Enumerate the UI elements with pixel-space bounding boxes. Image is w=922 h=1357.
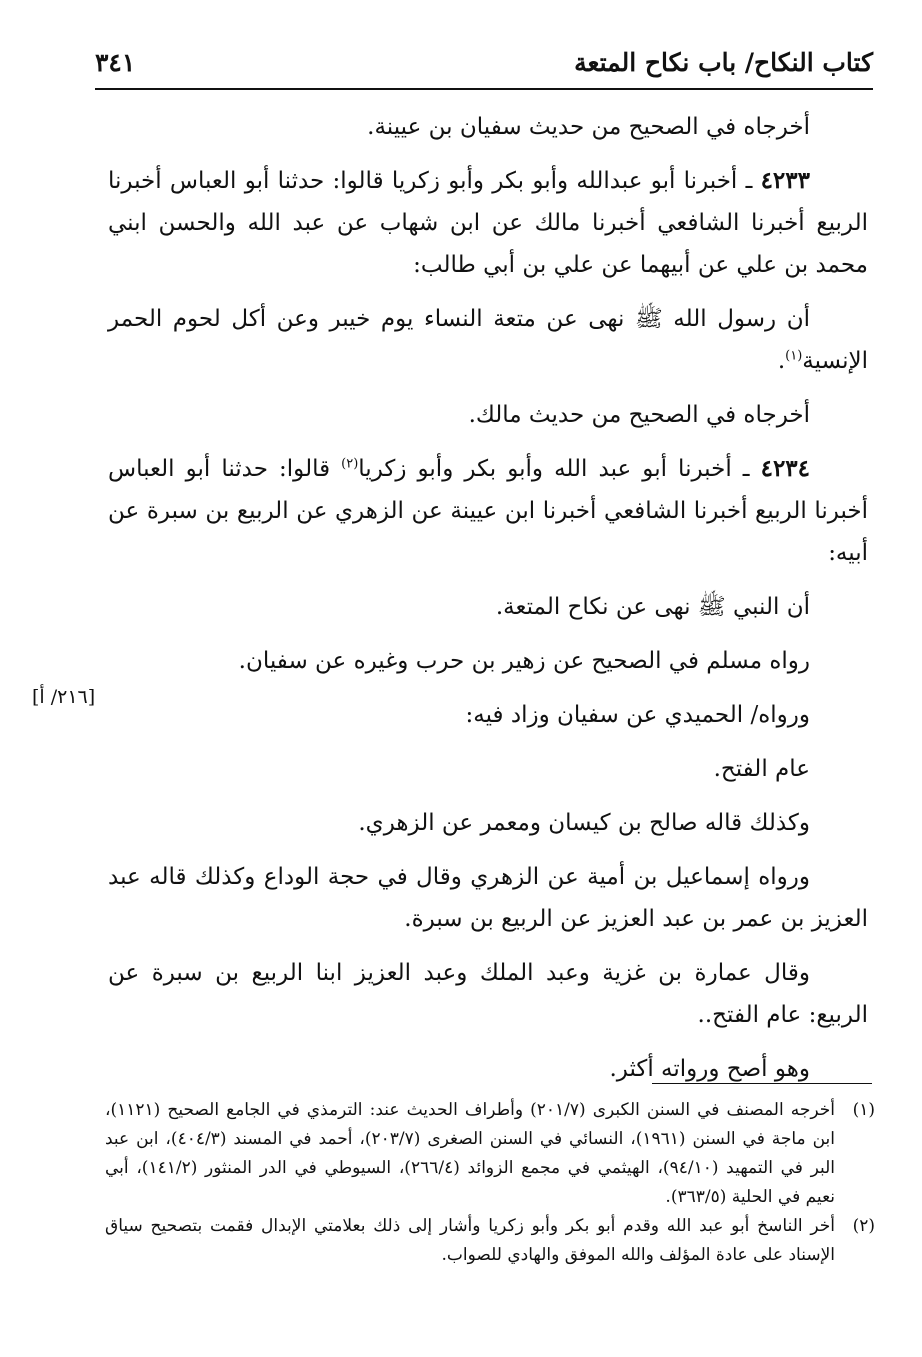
page-number: ٣٤١ [95,48,136,77]
paragraph-1: أخرجاه في الصحيح من حديث سفيان بن عيينة. [367,114,810,140]
chapter-title: كتاب النكاح/ باب نكاح المتعة [574,48,873,77]
footnote-ref-1[interactable]: (١) [785,348,803,364]
hadith-number: ٤٢٣٤ [760,455,811,482]
matn-end: . [777,348,786,374]
hadith-matn [108,298,868,382]
hadith-isnad-a: ـ أخبرنا أبو عبد الله وأبو بكر وأبو زكريا [358,456,761,482]
footnote-ref-2[interactable]: (٢) [341,456,359,472]
footnotes [105,1096,875,1270]
paragraph-10: وكذلك قاله صالح بن كيسان ومعمر عن الزهري. [358,810,810,836]
paragraph-12: وقال عمارة بن غزية وعبد الملك وعبد العزيز ابنا الربيع بن سبرة عن الربيع: عام الفتح.. [108,960,868,1028]
footnote-text: أخر الناسخ أبو عبد الله وقدم أبو بكر وأبو زكريا وأشار إلى ذلك بعلامتي الإبدال فقمت بتصحيح سياق الإسناد على عادة المؤلف والله الموفق والهادي للصواب. [105,1216,835,1265]
footnote-text: أخرجه المصنف في السنن الكبرى (٢٠١/٧) وأطراف الحديث عند: الترمذي في الجامع الصحيح (١١٢١)، ابن ماجة في السنن (١٩٦١)، النسائي في السنن الصغرى (٢٠٣/٧)، أحمد في المسند (٤٠٤/٣)، ابن عبد البر في التمهيد (٩٤/١٠)، الهيثمي في مجمع الزوائد (٢٦٦/٤)، السيوطي في الدر المنثور (١٤١/٢)، أبي نعيم في الحلية (٣٦٣/٥). [105,1100,836,1207]
hadith-4234 [108,448,868,574]
paragraph-4: أخرجاه في الصحيح من حديث مالك. [468,402,810,428]
footnote-1 [105,1096,875,1212]
paragraph-6: أن النبي ﷺ نهى عن نكاح المتعة. [495,594,810,620]
paragraph-11: ورواه إسماعيل بن أمية عن الزهري وقال في حجة الوداع وكذلك قاله عبد العزيز بن عمر بن عبد العزيز عن الربيع بن سبرة. [108,864,868,932]
running-header [95,40,873,90]
paragraph-8: ورواه/ الحميدي عن سفيان وزاد فيه: [465,702,810,728]
footnote-divider [652,1083,872,1084]
manuscript-folio-ref: [٢١٦/ أ] [32,686,96,708]
footnote-number: (١) [852,1100,875,1120]
hadith-isnad-b: قالوا: حدثنا أبو العباس أخبرنا الربيع أخبرنا الشافعي أخبرنا ابن عيينة عن الزهري عن الربيع بن سبرة عن أبيه: [108,456,868,566]
matn-text: أن رسول الله ﷺ نهى عن متعة النساء يوم خيبر وعن أكل لحوم الحمر الإنسية [108,306,868,374]
paragraph-9: عام الفتح. [713,756,810,782]
hadith-isnad: ـ أخبرنا أبو عبدالله وأبو بكر وأبو زكريا قالوا: حدثنا أبو العباس أخبرنا الربيع أخبرنا الشافعي أخبرنا مالك عن ابن شهاب عن عبد الله والحسن ابني محمد بن علي عن أبيهما عن علي بن أبي طالب: [108,168,868,278]
paragraph-7: رواه مسلم في الصحيح عن زهير بن حرب وغيره عن سفيان. [238,648,810,674]
footnote-number: (٢) [852,1216,875,1236]
footnote-2 [105,1212,875,1270]
paragraph-13: وهو أصح ورواته أكثر. [609,1056,810,1082]
hadith-number: ٤٢٣٣ [760,167,810,194]
main-text [108,106,868,1090]
hadith-4233 [108,160,868,286]
